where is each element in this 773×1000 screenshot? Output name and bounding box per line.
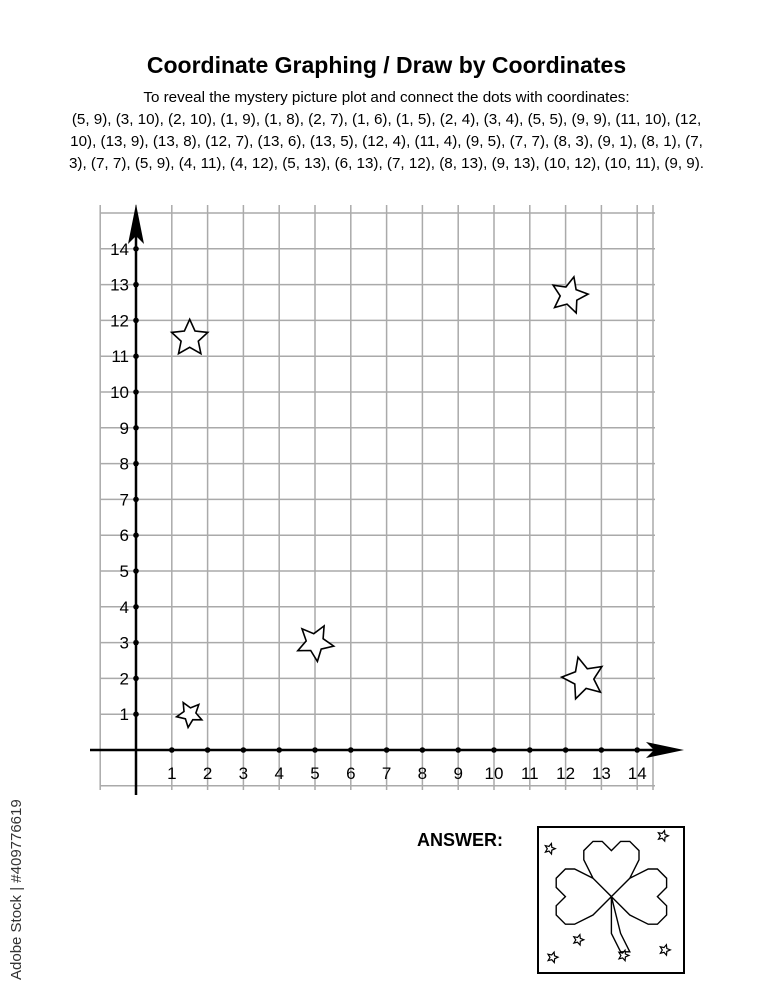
y-tick-dot	[133, 318, 139, 324]
x-tick-label: 13	[591, 764, 611, 783]
y-tick-label: 11	[111, 347, 129, 367]
y-tick-label: 1	[119, 705, 129, 725]
x-tick-dot	[455, 747, 461, 753]
x-tick-label: 3	[238, 764, 249, 783]
x-tick-dot	[348, 747, 354, 753]
x-tick-dot	[241, 747, 247, 753]
star-icon	[177, 703, 202, 728]
x-tick-label: 4	[274, 764, 284, 783]
x-tick-label: 9	[453, 764, 463, 783]
y-tick-label: 3	[119, 633, 129, 653]
y-tick-dot	[133, 676, 139, 682]
y-tick-label: 9	[119, 418, 129, 438]
x-tick-dot	[169, 747, 175, 753]
y-tick-label: 4	[119, 597, 129, 617]
page-title: Coordinate Graphing / Draw by Coordinates	[146, 52, 627, 78]
y-tick-dot	[133, 711, 139, 717]
y-tick-label: 13	[110, 275, 129, 295]
y-tick-dot	[133, 604, 139, 610]
watermark: Adobe Stock | #409776619	[8, 799, 25, 980]
x-tick-label: 10	[484, 764, 504, 783]
x-tick-label: 7	[381, 764, 392, 783]
instructions: To reveal the mystery picture plot and connect the dots with coordinates:	[143, 89, 630, 106]
y-tick-dot	[133, 640, 139, 646]
star-icon	[172, 319, 208, 353]
y-tick-label: 12	[110, 311, 129, 331]
y-tick-dot	[133, 568, 139, 574]
x-tick-label: 1	[167, 764, 177, 783]
x-tick-dot	[384, 747, 390, 753]
x-tick-dot	[527, 747, 533, 753]
y-tick-label: 2	[119, 669, 129, 689]
answer-label: ANSWER:	[417, 830, 503, 850]
x-tick-label: 6	[346, 764, 356, 783]
x-tick-dot	[420, 747, 426, 753]
coordinates-list: (5, 9), (3, 10), (2, 10), (1, 9), (1, 8), (2, 7), (1, 6), (1, 5), (2, 4), (3, 4), (5, 5), (9, 9), (11, 10), (12, 10), (13, 9), (13, 8), (12, 7), (13, 6), (13, 5), (12, 4), (11, 4), (9, 5), (7, 7), (8, 3), (9, 1), (8, 1), (7, 3), (7, 7), (5, 9), (4, 11), (4, 12), (5, 13), (6, 13), (7, 12), (8, 13), (9, 13), (10, 12), (10, 11), (9, 9).	[68, 111, 705, 172]
star-icon	[553, 277, 588, 313]
y-tick-label: 5	[119, 562, 129, 581]
x-tick-dot	[634, 747, 640, 753]
x-tick-label: 5	[310, 764, 320, 783]
x-tick-dot	[276, 747, 282, 753]
x-tick-dot	[205, 747, 211, 753]
y-tick-dot	[133, 425, 139, 431]
y-tick-dot	[133, 282, 139, 288]
y-tick-dot	[133, 461, 139, 467]
x-tick-dot	[491, 747, 497, 753]
y-tick-label: 6	[119, 526, 129, 546]
x-tick-dot	[599, 747, 605, 753]
x-tick-dot	[563, 747, 569, 753]
star-icon	[298, 626, 334, 662]
x-tick-label: 14	[627, 764, 647, 783]
y-tick-dot	[133, 353, 139, 359]
y-tick-dot	[133, 532, 139, 538]
x-tick-label: 8	[417, 764, 428, 783]
x-tick-label: 11	[520, 764, 539, 783]
y-tick-label: 7	[119, 490, 129, 510]
y-tick-dot	[133, 246, 139, 252]
x-tick-label: 2	[202, 764, 213, 783]
y-tick-label: 8	[119, 454, 129, 474]
y-tick-label: 14	[110, 239, 129, 259]
y-tick-dot	[133, 497, 139, 503]
x-tick-dot	[312, 747, 318, 753]
y-tick-dot	[133, 389, 139, 395]
y-tick-label: 10	[110, 383, 129, 402]
x-tick-label: 12	[556, 764, 576, 783]
